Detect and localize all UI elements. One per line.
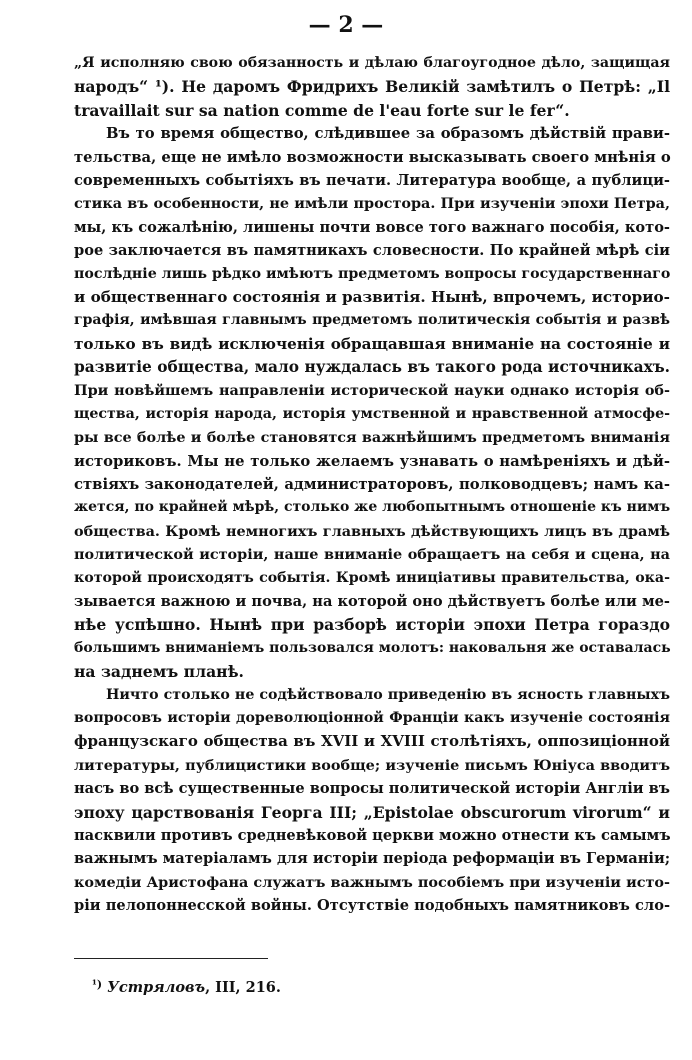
text-line: тельства, еще не имѣло возможности высказывать своего мнѣнія о — [74, 148, 671, 166]
text-line: нѣе успѣшно. Нынѣ при разборѣ исторіи эпохи Петра гораздо — [74, 615, 670, 635]
text-line: ствіяхъ законодателей, администраторовъ, полководцевъ; намъ ка- — [74, 476, 670, 494]
text-line: мы, къ сожалѣнію, лишены почти вовсе того важнаго пособія, кото- — [74, 218, 670, 236]
text-line: travaillait sur sa nation comme de l'eau forte sur le fer“. — [74, 100, 570, 120]
text-line: только въ видѣ исключенія обращавшая вниманіе на состояніе и — [74, 334, 670, 353]
page-number: — 2 — — [308, 12, 384, 38]
text-line: важнымъ матеріаламъ для исторіи періода реформаціи въ Германіи; — [74, 850, 671, 868]
paragraph-start: Ничто столько не содѣйствовало приведенію въ ясность главныхъ — [106, 686, 670, 703]
text-line: вопросовъ исторіи дореволюціонной Франціи какъ изученіе состоянія — [74, 709, 670, 726]
text-line: современныхъ событіяхъ въ печати. Литература вообще, а публици- — [74, 171, 670, 189]
text-line: комедіи Аристофана служатъ важнымъ пособіемъ при изученіи исто- — [74, 873, 670, 891]
text-line: ры все болѣе и болѣе становятся важнѣйшимъ предметомъ вниманія — [74, 429, 670, 447]
text-line: ріи пелопоннесской войны. Отсутствіе подобныхъ памятниковъ сло- — [74, 897, 670, 915]
text-line: народъ“ ¹). Не даромъ Фридрихъ Великій замѣтилъ о Петрѣ: „Il — [74, 77, 670, 97]
text-line: историковъ. Мы не только желаемъ узнавать о намѣреніяхъ и дѣй- — [74, 452, 670, 470]
footnote-marker: ¹) — [92, 978, 103, 991]
text-line: которой происходятъ событія. Кромѣ иниціативы правительства, ока- — [74, 569, 670, 586]
text-line: зывается важною и почва, на которой оно дѣйствуетъ болѣе или ме- — [74, 592, 670, 610]
footnote-reference: , III, 216. — [205, 979, 281, 996]
text-line: „Я исполняю свою обязанность и дѣлаю благоугодное дѣло, защищая — [74, 55, 670, 71]
text-line: При новѣйшемъ направленіи исторической науки однако исторія об- — [74, 382, 670, 400]
text-line: жется, по крайней мѣрѣ, столько же любопытнымъ отношеніе къ нимъ — [74, 499, 671, 516]
footnote-divider — [74, 958, 268, 959]
text-line: пасквили противъ средневѣковой церкви можно отнести къ самымъ — [74, 826, 671, 844]
text-line: щества, исторія народа, исторія умственной и нравственной атмосфе- — [74, 405, 670, 422]
text-line: рое заключается въ памятникахъ словесности. По крайней мѣрѣ сіи — [74, 242, 670, 260]
text-line: литературы, публицистики вообще; изученіе письмъ Юніуса вводитъ — [74, 756, 670, 774]
text-line: развитіе общества, мало нуждалась въ такого рода источникахъ. — [74, 358, 670, 377]
text-line: общества. Кромѣ немногихъ главныхъ дѣйствующихъ лицъ въ драмѣ — [74, 522, 670, 540]
footnote-author: Устряловъ — [107, 979, 206, 996]
text-line: эпоху царствованія Георга III; „Epistolae obscurorum virorum“ и — [74, 802, 670, 822]
paragraph-start: Въ то время общество, слѣдившее за образомъ дѣйствій прави- — [106, 125, 670, 143]
text-line: насъ во всѣ существенные вопросы политической исторіи Англіи въ — [74, 780, 670, 798]
text-line: стика въ особенности, не имѣли простора. При изученіи эпохи Петра, — [74, 195, 670, 213]
text-line: большимъ вниманіемъ пользовался молотъ: наковальня же оставалась — [74, 639, 671, 656]
text-line: графія, имѣвшая главнымъ предметомъ политическія событія и развѣ — [74, 312, 670, 329]
text-line: французскаго общества въ XVII и XVIII столѣтіяхъ, оппозиціонной — [74, 732, 670, 751]
text-line: послѣдніе лишь рѣдко имѣютъ предметомъ вопросы государственнаго — [74, 265, 671, 282]
text-line: на заднемъ планѣ. — [74, 662, 244, 682]
text-line: политической исторіи, наше вниманіе обращаетъ на себя и сцена, на — [74, 546, 670, 564]
text-line: и общественнаго состоянія и развитія. Нынѣ, впрочемъ, историо- — [74, 287, 670, 306]
body-text — [74, 52, 670, 917]
footnote — [92, 975, 281, 998]
